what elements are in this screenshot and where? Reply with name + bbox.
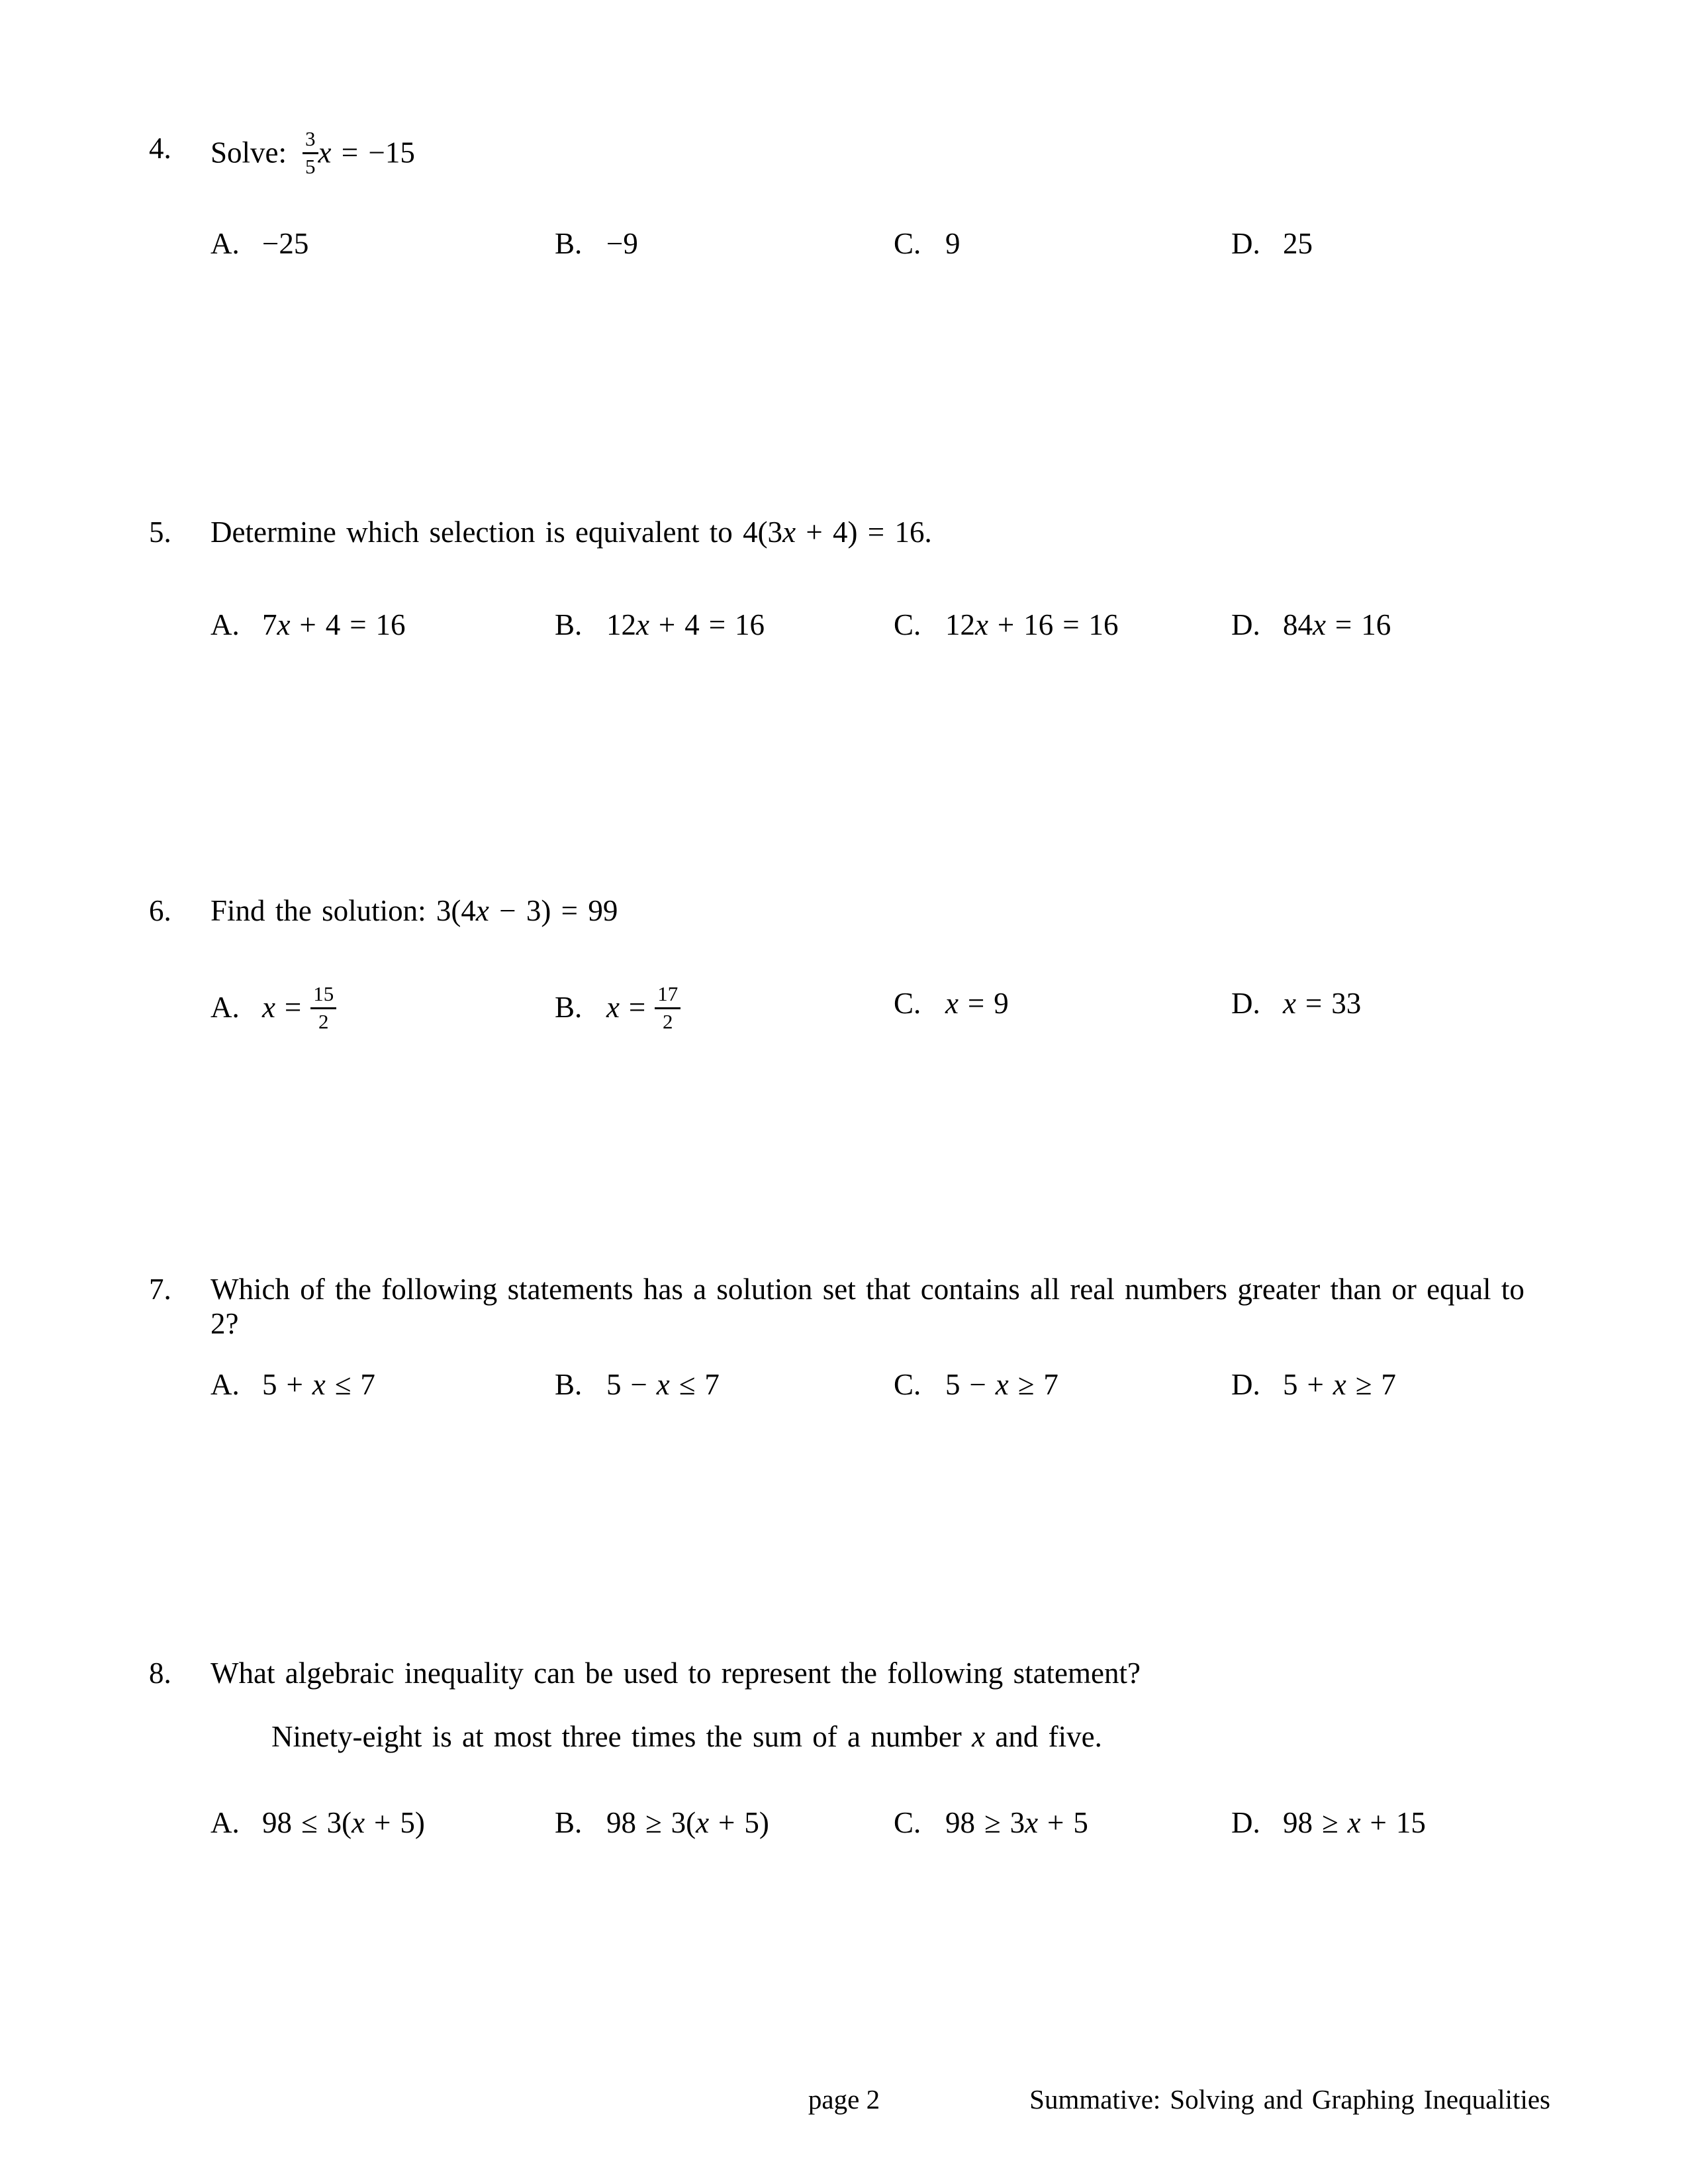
choice-letter: A. (211, 227, 240, 260)
choice-7-d (1231, 1367, 1396, 1402)
choice-8-c (894, 1805, 1088, 1840)
choice-value: 5 + x ≥ 7 (1283, 1368, 1396, 1401)
choice-7-c (894, 1367, 1058, 1402)
choice-value: 84x = 16 (1283, 608, 1391, 641)
question-5-choices (0, 608, 1688, 694)
choice-5-a (211, 608, 406, 642)
variable-x: x (318, 136, 332, 169)
fraction-three-fifths: $\frac{3}{5}$ (303, 128, 318, 177)
question-7-number: 7. (149, 1273, 171, 1306)
choice-value: 7x + 4 = 16 (262, 608, 406, 641)
choice-value: x = 9 (945, 987, 1009, 1020)
choice-value: −25 (262, 227, 309, 260)
choice-value: 98 ≥ x + 15 (1283, 1806, 1426, 1839)
choice-value: x = $\frac{17}{2}$ (606, 991, 680, 1024)
variable-x: x (782, 516, 796, 549)
question-8-statement: Ninety-eight is at most three times the sum of a number x and five. (271, 1720, 1102, 1753)
choice-4-d (1231, 226, 1313, 261)
choice-letter: D. (1231, 608, 1260, 641)
choice-letter: C. (894, 227, 921, 260)
choice-value: 12x + 4 = 16 (606, 608, 765, 641)
document-title: Summative: Solving and Graphing Inequalities (1029, 2084, 1550, 2115)
choice-6-b (555, 982, 680, 1035)
choice-6-a (211, 982, 336, 1035)
choice-value: 9 (945, 227, 961, 260)
choice-8-b (555, 1805, 769, 1840)
choice-letter: A. (211, 991, 240, 1024)
question-8-choices (0, 1805, 1688, 1891)
question-4-prompt-label: Solve: (211, 136, 287, 169)
equation-rhs: = −15 (331, 136, 415, 169)
choice-value: 98 ≤ 3(x + 5) (262, 1806, 425, 1839)
question-6-choices (0, 982, 1688, 1072)
choice-4-a (211, 226, 308, 261)
choice-value: 98 ≥ 3x + 5 (945, 1806, 1088, 1839)
choice-value: x = 33 (1283, 987, 1362, 1020)
choice-5-d (1231, 608, 1391, 642)
choice-value: 12x + 16 = 16 (945, 608, 1119, 641)
choice-8-d (1231, 1805, 1426, 1840)
choice-value: x = $\frac{15}{2}$ (262, 991, 336, 1024)
choice-letter: D. (1231, 1368, 1260, 1401)
choice-5-c (894, 608, 1119, 642)
choice-letter: C. (894, 608, 921, 641)
choice-value: 5 + x ≤ 7 (262, 1368, 375, 1401)
choice-letter: B. (555, 608, 583, 641)
choice-value: −9 (606, 227, 638, 260)
choice-letter: C. (894, 987, 921, 1020)
question-4-choices (0, 226, 1688, 312)
question-8-number: 8. (149, 1657, 171, 1690)
choice-letter: B. (555, 1368, 583, 1401)
choice-7-b (555, 1367, 720, 1402)
question-7-prompt: Which of the following statements has a solution set that contains all real numbers greater than or equal to 2? (211, 1273, 1524, 1340)
question-5-number: 5. (149, 516, 171, 549)
question-7-choices (0, 1367, 1688, 1453)
choice-letter: B. (555, 1806, 583, 1839)
fraction-seventeen-halves: $\frac{17}{2}$ (655, 983, 680, 1032)
choice-6-d (1231, 986, 1361, 1021)
choice-letter: A. (211, 1368, 240, 1401)
choice-7-a (211, 1367, 375, 1402)
choice-letter: C. (894, 1806, 921, 1839)
choice-8-a (211, 1805, 425, 1840)
variable-x: x (475, 894, 489, 927)
question-4-prompt (211, 127, 1561, 180)
choice-value: 5 − x ≤ 7 (606, 1368, 720, 1401)
choice-4-c (894, 226, 961, 261)
variable-x: x (972, 1720, 986, 1753)
question-6-number: 6. (149, 894, 171, 927)
choice-letter: D. (1231, 987, 1260, 1020)
question-6-prompt: Find the solution: 3(4x − 3) = 99 (211, 894, 618, 927)
choice-value: 25 (1283, 227, 1313, 260)
choice-6-c (894, 986, 1009, 1021)
choice-5-b (555, 608, 765, 642)
question-4-number: 4. (149, 132, 171, 165)
question-8-prompt: What algebraic inequality can be used to represent the following statement? (211, 1657, 1141, 1690)
choice-letter: C. (894, 1368, 921, 1401)
choice-value: 98 ≥ 3(x + 5) (606, 1806, 769, 1839)
choice-letter: A. (211, 608, 240, 641)
fraction-fifteen-halves: $\frac{15}{2}$ (310, 983, 336, 1032)
choice-letter: A. (211, 1806, 240, 1839)
choice-value: 5 − x ≥ 7 (945, 1368, 1058, 1401)
choice-letter: D. (1231, 1806, 1260, 1839)
page-number-label: page 2 (808, 2084, 880, 2115)
choice-letter: D. (1231, 227, 1260, 260)
question-5-prompt: Determine which selection is equivalent to 4(3x + 4) = 16. (211, 516, 932, 549)
choice-letter: B. (555, 991, 583, 1024)
choice-letter: B. (555, 227, 583, 260)
choice-4-b (555, 226, 638, 261)
